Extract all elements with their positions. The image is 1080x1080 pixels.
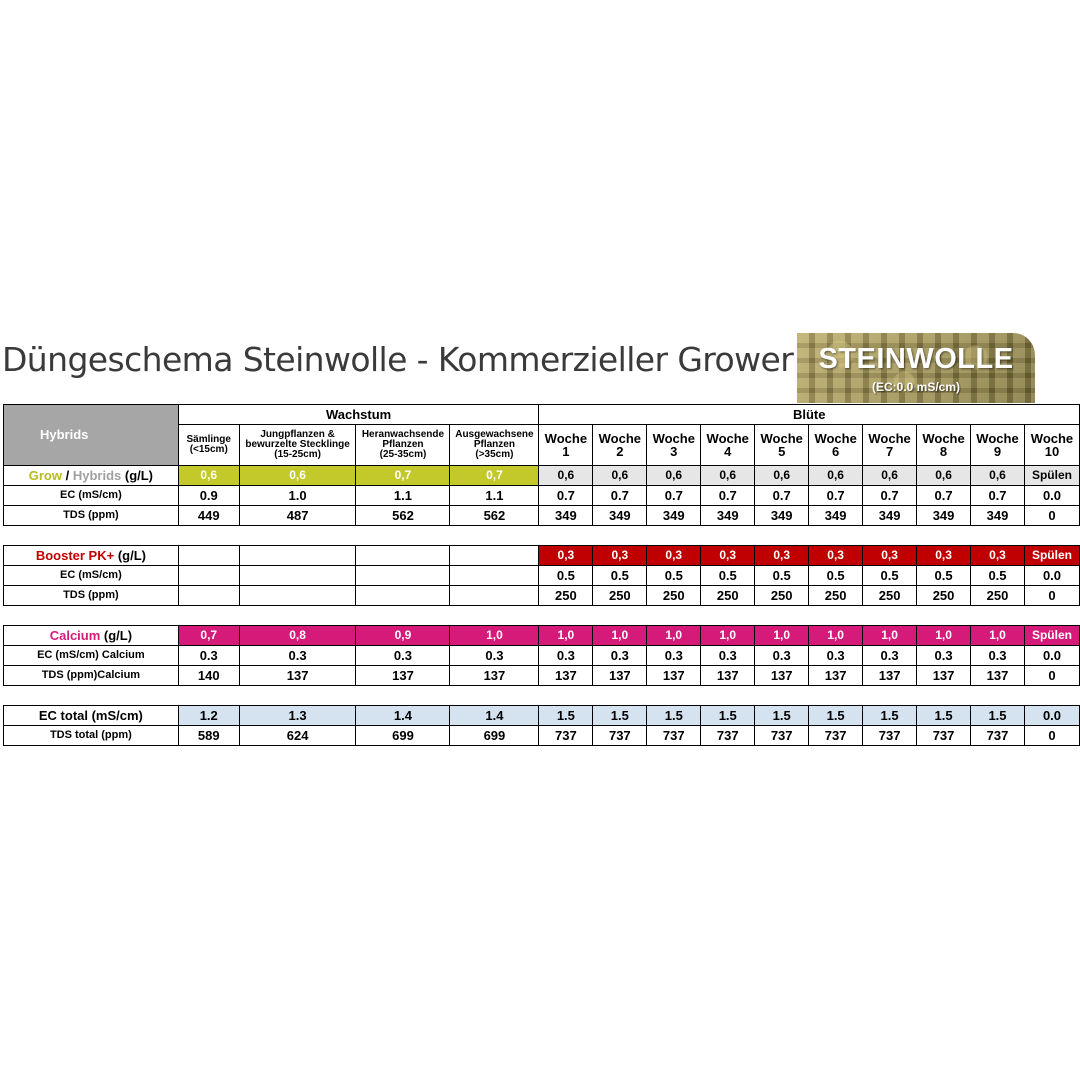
calcium-name: Calcium — [49, 627, 101, 643]
grow-dose-cell: 0,6 — [647, 466, 701, 486]
total-ec-cell: 1.4 — [356, 706, 450, 726]
grow-ec-cell: 1.1 — [450, 486, 539, 506]
wachstum-header: Wachstum — [178, 405, 539, 425]
total-tds-cell: 0 — [1024, 726, 1079, 746]
calcium-tds-cell: 137 — [539, 666, 593, 686]
booster-ec-cell: 0.0 — [1024, 566, 1079, 586]
stage-header: Sämlinge (<15cm) — [178, 425, 239, 466]
row-label: TDS (ppm)Calcium — [4, 666, 179, 686]
row-label: TDS (ppm) — [4, 506, 179, 526]
grow-ec-cell: 0.7 — [917, 486, 971, 506]
calcium-ec-cell: 0.3 — [178, 646, 239, 666]
booster-dose-cell: 0,3 — [917, 546, 971, 566]
empty-cell — [356, 586, 450, 606]
total-tds-cell: 737 — [863, 726, 917, 746]
grow-tds-cell: 349 — [593, 506, 647, 526]
bluete-header: Blüte — [539, 405, 1080, 425]
calcium-tds-cell: 137 — [755, 666, 809, 686]
week-header: Woche 9 — [971, 425, 1025, 466]
hybrids-label: Hybrids — [72, 467, 122, 483]
calcium-dose-cell: 1,0 — [755, 626, 809, 646]
total-tds-cell: 699 — [356, 726, 450, 746]
booster-tds-cell: 250 — [809, 586, 863, 606]
grow-tds-cell: 562 — [356, 506, 450, 526]
stage-header: Heranwachsende Pflanzen (25-35cm) — [356, 425, 450, 466]
calcium-ec-cell: 0.3 — [701, 646, 755, 666]
grow-ec-cell: 0.7 — [647, 486, 701, 506]
grow-dose-cell: 0,7 — [450, 466, 539, 486]
grow-tds-cell: 349 — [647, 506, 701, 526]
booster-tds-cell: 250 — [593, 586, 647, 606]
week-header: Woche 7 — [863, 425, 917, 466]
total-ec-cell: 0.0 — [1024, 706, 1079, 726]
booster-label — [4, 546, 179, 566]
calcium-dose-cell: 1,0 — [917, 626, 971, 646]
booster-tds-cell: 250 — [647, 586, 701, 606]
week-header: Woche 8 — [917, 425, 971, 466]
grow-ec-cell: 0.0 — [1024, 486, 1079, 506]
calcium-tds-cell: 140 — [178, 666, 239, 686]
logo-title: STEINWOLLE — [818, 343, 1014, 375]
booster-dose-cell: Spülen — [1024, 546, 1079, 566]
row-label: EC total (mS/cm) — [4, 706, 179, 726]
row-label: TDS (ppm) — [4, 586, 179, 606]
empty-cell — [239, 586, 356, 606]
grow-dose-cell: 0,6 — [809, 466, 863, 486]
total-tds-cell: 737 — [593, 726, 647, 746]
grow-dose-cell: 0,7 — [356, 466, 450, 486]
calcium-ec-cell: 0.3 — [239, 646, 356, 666]
total-ec-cell: 1.5 — [917, 706, 971, 726]
total-tds-cell: 699 — [450, 726, 539, 746]
calcium-ec-cell: 0.3 — [450, 646, 539, 666]
calcium-dose-cell: 1,0 — [593, 626, 647, 646]
calcium-dose-cell: 0,9 — [356, 626, 450, 646]
grow-ec-cell: 0.7 — [971, 486, 1025, 506]
grow-tds-cell: 349 — [809, 506, 863, 526]
calcium-ec-cell: 0.3 — [593, 646, 647, 666]
grow-dose-cell: Spülen — [1024, 466, 1079, 486]
calcium-ec-cell: 0.3 — [647, 646, 701, 666]
grow-dose-cell: 0,6 — [239, 466, 356, 486]
week-header: Woche 3 — [647, 425, 701, 466]
row-label: EC (mS/cm) Calcium — [4, 646, 179, 666]
grow-ec-cell: 0.9 — [178, 486, 239, 506]
week-header: Woche 10 — [1024, 425, 1079, 466]
booster-dose-cell: 0,3 — [593, 546, 647, 566]
empty-cell — [178, 546, 239, 566]
calcium-tds-cell: 137 — [593, 666, 647, 686]
row-label: EC (mS/cm) — [4, 486, 179, 506]
booster-ec-cell: 0.5 — [971, 566, 1025, 586]
booster-tds-cell: 250 — [971, 586, 1025, 606]
total-tds-cell: 737 — [647, 726, 701, 746]
grow-ec-cell: 0.7 — [863, 486, 917, 506]
calcium-tds-cell: 137 — [647, 666, 701, 686]
grow-ec-cell: 0.7 — [809, 486, 863, 506]
spacer — [4, 526, 1080, 546]
booster-tds-cell: 250 — [755, 586, 809, 606]
logo-subtitle: (EC:0.0 mS/cm) — [871, 380, 961, 394]
row-label: TDS total (ppm) — [4, 726, 179, 746]
booster-dose-cell: 0,3 — [755, 546, 809, 566]
booster-dose-cell: 0,3 — [971, 546, 1025, 566]
week-header: Woche 5 — [755, 425, 809, 466]
calcium-tds-cell: 137 — [356, 666, 450, 686]
grow-label: Grow — [28, 467, 62, 483]
calcium-ec-cell: 0.3 — [356, 646, 450, 666]
grow-hybrids-label — [4, 466, 179, 486]
calcium-tds-cell: 137 — [239, 666, 356, 686]
total-ec-cell: 1.5 — [647, 706, 701, 726]
calcium-tds-cell: 137 — [809, 666, 863, 686]
calcium-dose-cell: 1,0 — [863, 626, 917, 646]
booster-ec-cell: 0.5 — [701, 566, 755, 586]
stage-header: Ausgewachsene Pflanzen (>35cm) — [450, 425, 539, 466]
booster-ec-cell: 0.5 — [539, 566, 593, 586]
calcium-ec-cell: 0.0 — [1024, 646, 1079, 666]
grow-tds-cell: 487 — [239, 506, 356, 526]
calcium-tds-cell: 137 — [863, 666, 917, 686]
week-header: Woche 4 — [701, 425, 755, 466]
booster-dose-cell: 0,3 — [539, 546, 593, 566]
grow-tds-cell: 562 — [450, 506, 539, 526]
total-ec-cell: 1.5 — [755, 706, 809, 726]
grow-tds-cell: 349 — [701, 506, 755, 526]
calcium-dose-cell: 0,8 — [239, 626, 356, 646]
total-tds-cell: 589 — [178, 726, 239, 746]
grow-ec-cell: 0.7 — [701, 486, 755, 506]
calcium-dose-cell: Spülen — [1024, 626, 1079, 646]
calcium-ec-cell: 0.3 — [755, 646, 809, 666]
booster-ec-cell: 0.5 — [647, 566, 701, 586]
booster-ec-cell: 0.5 — [917, 566, 971, 586]
empty-cell — [356, 566, 450, 586]
grow-tds-cell: 449 — [178, 506, 239, 526]
empty-cell — [450, 566, 539, 586]
grow-ec-cell: 1.0 — [239, 486, 356, 506]
calcium-dose-cell: 1,0 — [539, 626, 593, 646]
grow-dose-cell: 0,6 — [701, 466, 755, 486]
spacer — [4, 686, 1080, 706]
calcium-label — [4, 626, 179, 646]
calcium-tds-cell: 137 — [971, 666, 1025, 686]
booster-tds-cell: 250 — [701, 586, 755, 606]
total-ec-cell: 1.5 — [593, 706, 647, 726]
grow-dose-cell: 0,6 — [539, 466, 593, 486]
total-ec-cell: 1.5 — [971, 706, 1025, 726]
empty-cell — [178, 566, 239, 586]
calcium-tds-cell: 137 — [917, 666, 971, 686]
total-tds-cell: 737 — [917, 726, 971, 746]
grow-tds-cell: 349 — [917, 506, 971, 526]
grow-dose-cell: 0,6 — [178, 466, 239, 486]
calcium-ec-cell: 0.3 — [809, 646, 863, 666]
week-header: Woche 2 — [593, 425, 647, 466]
grow-dose-cell: 0,6 — [755, 466, 809, 486]
total-tds-cell: 737 — [755, 726, 809, 746]
booster-dose-cell: 0,3 — [647, 546, 701, 566]
total-ec-cell: 1.4 — [450, 706, 539, 726]
grow-ec-cell: 1.1 — [356, 486, 450, 506]
booster-tds-cell: 0 — [1024, 586, 1079, 606]
calcium-ec-cell: 0.3 — [863, 646, 917, 666]
calcium-tds-cell: 137 — [701, 666, 755, 686]
calcium-tds-cell: 137 — [450, 666, 539, 686]
booster-ec-cell: 0.5 — [809, 566, 863, 586]
booster-ec-cell: 0.5 — [755, 566, 809, 586]
calcium-dose-cell: 1,0 — [450, 626, 539, 646]
total-ec-cell: 1.5 — [809, 706, 863, 726]
booster-unit: (g/L) — [114, 547, 146, 563]
week-header: Woche 6 — [809, 425, 863, 466]
grow-tds-cell: 349 — [863, 506, 917, 526]
hybrids-header: Hybrids — [4, 405, 179, 466]
booster-tds-cell: 250 — [539, 586, 593, 606]
steinwolle-logo — [797, 333, 1035, 403]
booster-dose-cell: 0,3 — [863, 546, 917, 566]
calcium-tds-cell: 0 — [1024, 666, 1079, 686]
calcium-dose-cell: 0,7 — [178, 626, 239, 646]
page-title: Düngeschema Steinwolle - Kommerzieller Grower — [2, 340, 794, 379]
grow-dose-cell: 0,6 — [971, 466, 1025, 486]
booster-dose-cell: 0,3 — [809, 546, 863, 566]
calcium-dose-cell: 1,0 — [809, 626, 863, 646]
booster-ec-cell: 0.5 — [593, 566, 647, 586]
grow-ec-cell: 0.7 — [539, 486, 593, 506]
total-tds-cell: 737 — [539, 726, 593, 746]
feeding-schedule-table — [3, 404, 1080, 746]
calcium-ec-cell: 0.3 — [539, 646, 593, 666]
calcium-ec-cell: 0.3 — [917, 646, 971, 666]
grow-tds-cell: 349 — [755, 506, 809, 526]
grow-tds-cell: 349 — [539, 506, 593, 526]
total-ec-cell: 1.5 — [701, 706, 755, 726]
stage-header: Jungpflanzen & bewurzelte Stecklinge (15-25cm) — [239, 425, 356, 466]
calcium-ec-cell: 0.3 — [971, 646, 1025, 666]
empty-cell — [239, 546, 356, 566]
total-tds-cell: 737 — [701, 726, 755, 746]
grow-tds-cell: 0 — [1024, 506, 1079, 526]
total-ec-cell: 1.5 — [539, 706, 593, 726]
booster-tds-cell: 250 — [917, 586, 971, 606]
calcium-unit: (g/L) — [100, 627, 133, 643]
grow-dose-cell: 0,6 — [917, 466, 971, 486]
booster-ec-cell: 0.5 — [863, 566, 917, 586]
grow-tds-cell: 349 — [971, 506, 1025, 526]
grow-dose-cell: 0,6 — [863, 466, 917, 486]
spacer — [4, 606, 1080, 626]
total-ec-cell: 1.2 — [178, 706, 239, 726]
grow-sep: / — [62, 467, 73, 483]
calcium-dose-cell: 1,0 — [971, 626, 1025, 646]
empty-cell — [450, 546, 539, 566]
empty-cell — [239, 566, 356, 586]
total-tds-cell: 737 — [971, 726, 1025, 746]
booster-name: Booster PK+ — [35, 547, 115, 563]
total-tds-cell: 737 — [809, 726, 863, 746]
grow-ec-cell: 0.7 — [755, 486, 809, 506]
grow-ec-cell: 0.7 — [593, 486, 647, 506]
total-tds-cell: 624 — [239, 726, 356, 746]
week-header: Woche 1 — [539, 425, 593, 466]
grow-unit: (g/L) — [121, 467, 154, 483]
calcium-dose-cell: 1,0 — [647, 626, 701, 646]
total-ec-cell: 1.3 — [239, 706, 356, 726]
empty-cell — [178, 586, 239, 606]
grow-dose-cell: 0,6 — [593, 466, 647, 486]
row-label: EC (mS/cm) — [4, 566, 179, 586]
empty-cell — [450, 586, 539, 606]
empty-cell — [356, 546, 450, 566]
booster-dose-cell: 0,3 — [701, 546, 755, 566]
total-ec-cell: 1.5 — [863, 706, 917, 726]
calcium-dose-cell: 1,0 — [701, 626, 755, 646]
booster-tds-cell: 250 — [863, 586, 917, 606]
